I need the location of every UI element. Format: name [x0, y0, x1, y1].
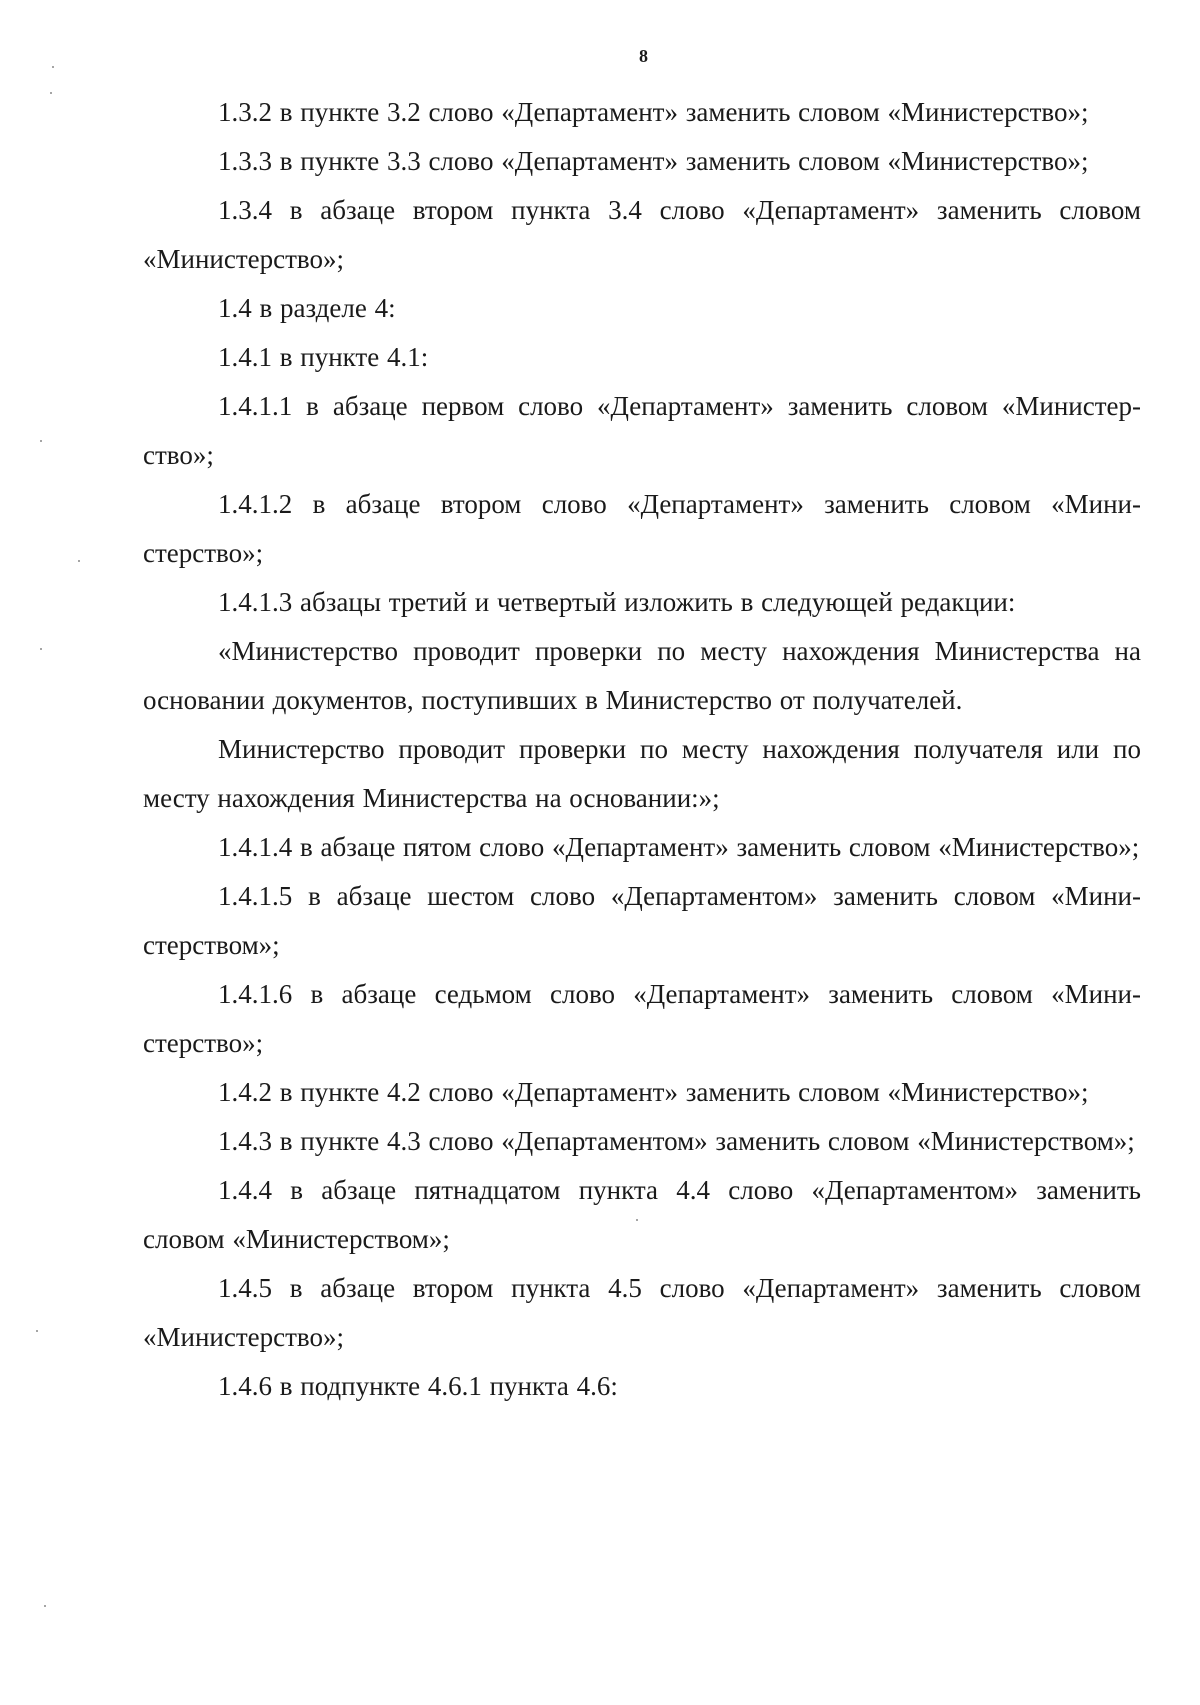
paragraph-1-4-3: 1.4.3 в пункте 4.3 слово «Департаментом» заменить словом «Министерством»; — [218, 1126, 1135, 1156]
scan-speck — [50, 92, 52, 94]
scan-speck — [636, 1219, 638, 1221]
scan-speck — [52, 66, 54, 68]
paragraph-1-4: 1.4 в разделе 4: — [218, 293, 396, 323]
paragraph-1-3-2: 1.3.2 в пункте 3.2 слово «Департамент» заменить словом «Министерство»; — [218, 97, 1089, 127]
paragraph-1-4-6: 1.4.6 в подпункте 4.6.1 пункта 4.6: — [218, 1371, 618, 1401]
paragraph-1-3-3: 1.3.3 в пункте 3.3 слово «Департамент» заменить словом «Министерство»; — [218, 146, 1089, 176]
page-number: 8 — [639, 46, 648, 66]
paragraph-1-4-1: 1.4.1 в пункте 4.1: — [218, 342, 429, 372]
paragraph-1-4-1-2: 1.4.1.2 в абзаце втором слово «Департамент» заменить словом «Министерство»; — [143, 489, 1141, 568]
scan-speck — [36, 1330, 38, 1332]
paragraph-1-4-1-1: 1.4.1.1 в абзаце первом слово «Департамент» заменить словом «Министерство»; — [143, 391, 1141, 470]
paragraph-1-4-2: 1.4.2 в пункте 4.2 слово «Департамент» заменить словом «Министерство»; — [218, 1077, 1089, 1107]
paragraph-1-4-1-4: 1.4.1.4 в абзаце пятом слово «Департамент» заменить словом «Министерство»; — [218, 832, 1140, 862]
scan-speck — [44, 1605, 46, 1607]
paragraph-1-4-4: 1.4.4 в абзаце пятнадцатом пункта 4.4 слово «Департаментом» заменить словом «Министерством»; — [143, 1175, 1141, 1254]
paragraph-1-4-1-5: 1.4.1.5 в абзаце шестом слово «Департаментом» заменить словом «Министерством»; — [143, 881, 1141, 960]
scan-speck — [78, 560, 80, 562]
quoted-paragraph-1: «Министерство проводит проверки по месту нахождения Министерства на основании документов, поступивших в Министерство от получателей. — [143, 636, 1141, 715]
scan-speck — [40, 440, 42, 442]
document-body — [143, 88, 1141, 1411]
paragraph-1-4-1-3: 1.4.1.3 абзацы третий и четвертый изложить в следующей редакции: — [218, 587, 1016, 617]
scan-speck — [40, 648, 42, 650]
paragraph-1-4-5: 1.4.5 в абзаце втором пункта 4.5 слово «Департамент» заменить словом «Министерство»; — [143, 1273, 1141, 1352]
paragraph-1-4-1-6: 1.4.1.6 в абзаце седьмом слово «Департамент» заменить словом «Министерство»; — [143, 979, 1141, 1058]
paragraph-1-3-4: 1.3.4 в абзаце втором пункта 3.4 слово «Департамент» заменить словом «Министерство»; — [143, 195, 1141, 274]
quoted-paragraph-2: Министерство проводит проверки по месту нахождения получателя или по месту нахождения Министерства на основании:»; — [143, 734, 1141, 813]
